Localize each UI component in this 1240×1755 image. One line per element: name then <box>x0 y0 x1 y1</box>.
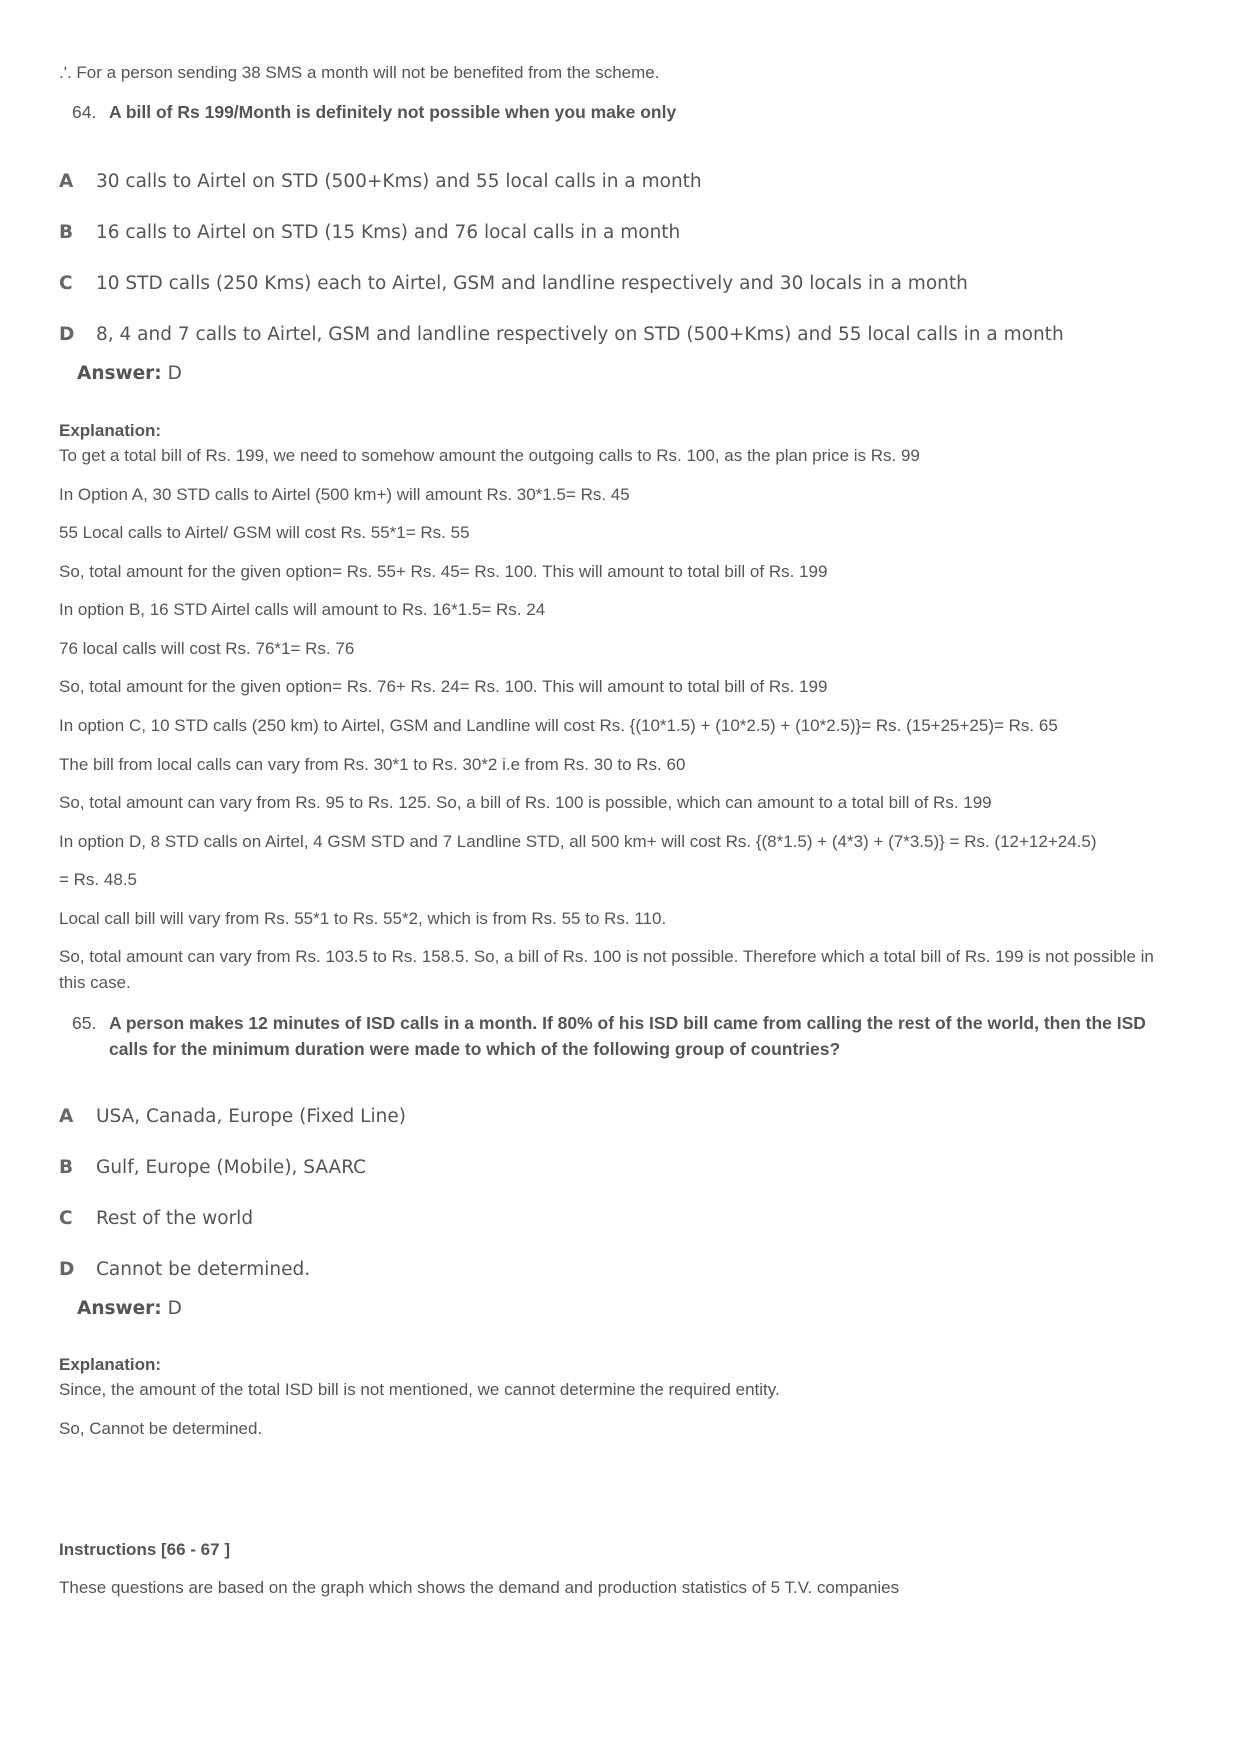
explanation-line: 76 local calls will cost Rs. 76*1= Rs. 76 <box>59 639 355 658</box>
explanation-label: Explanation: <box>59 1355 162 1374</box>
answer-label: Answer: <box>77 1298 162 1319</box>
answer-65 <box>77 1297 182 1321</box>
option-text: Rest of the world <box>96 1208 254 1229</box>
option-letter: D <box>59 324 75 345</box>
question-65 <box>72 1010 1172 1062</box>
option-text: 10 STD calls (250 Kms) each to Airtel, GSM and landline respectively and 30 locals in a month <box>96 273 968 294</box>
question-number: 64. <box>72 102 97 122</box>
answer-label: Answer: <box>77 363 162 384</box>
explanation-line: = Rs. 48.5 <box>59 870 137 889</box>
explanation-line: To get a total bill of Rs. 199, we need to somehow amount the outgoing calls to Rs. 100, as the plan price is Rs. 99 <box>59 446 920 465</box>
option-text: 16 calls to Airtel on STD (15 Kms) and 76 local calls in a month <box>96 222 681 243</box>
intro-text: .'. For a person sending 38 SMS a month will not be benefited from the scheme. <box>59 63 660 82</box>
option-letter: D <box>59 1259 75 1280</box>
explanation-line: The bill from local calls can vary from Rs. 30*1 to Rs. 30*2 i.e from Rs. 30 to Rs. 60 <box>59 755 686 774</box>
option-letter: A <box>59 171 74 192</box>
option-letter: B <box>59 1157 74 1178</box>
explanation-line: So, total amount can vary from Rs. 103.5 to Rs. 158.5. So, a bill of Rs. 100 is not possible. Therefore which a total bill of Rs. 199 is not possible in this case. <box>59 947 1154 992</box>
option-text: Gulf, Europe (Mobile), SAARC <box>96 1157 367 1178</box>
explanation-line: In option C, 10 STD calls (250 km) to Airtel, GSM and Landline will cost Rs. {(10*1.5) + (10*2.5) + (10*2.5)}= Rs. (15+25+25)= Rs. 65 <box>59 716 1058 735</box>
explanation-line: So, Cannot be determined. <box>59 1419 263 1438</box>
option-letter: C <box>59 1208 73 1229</box>
explanation-line: In option B, 16 STD Airtel calls will amount to Rs. 16*1.5= Rs. 24 <box>59 600 546 619</box>
explanation-line: In option D, 8 STD calls on Airtel, 4 GSM STD and 7 Landline STD, all 500 km+ will cost Rs. {(8*1.5) + (4*3) + (7*3.5)} = Rs. (12+12+24.5) <box>59 832 1097 851</box>
explanation-line: So, total amount for the given option= Rs. 76+ Rs. 24= Rs. 100. This will amount to total bill of Rs. 199 <box>59 677 828 696</box>
explanation-line: So, total amount can vary from Rs. 95 to Rs. 125. So, a bill of Rs. 100 is possible, which can amount to a total bill of Rs. 199 <box>59 793 992 812</box>
option-letter: B <box>59 222 74 243</box>
answer-64 <box>77 362 182 386</box>
explanation-line: So, total amount for the given option= Rs. 55+ Rs. 45= Rs. 100. This will amount to total bill of Rs. 199 <box>59 562 828 581</box>
answer-value: D <box>167 363 182 384</box>
explanation-line: 55 Local calls to Airtel/ GSM will cost Rs. 55*1= Rs. 55 <box>59 523 470 542</box>
option-letter: C <box>59 273 73 294</box>
question-text: A person makes 12 minutes of ISD calls in a month. If 80% of his ISD bill came from calling the rest of the world, then the ISD calls for the minimum duration were made to which of the following group of countries? <box>109 1013 1146 1059</box>
instructions-label: Instructions [66 - 67 ] <box>59 1540 230 1559</box>
option-text: USA, Canada, Europe (Fixed Line) <box>96 1106 406 1127</box>
option-letter: A <box>59 1106 74 1127</box>
explanation-line: Local call bill will vary from Rs. 55*1 to Rs. 55*2, which is from Rs. 55 to Rs. 110. <box>59 909 667 928</box>
option-text: 30 calls to Airtel on STD (500+Kms) and 55 local calls in a month <box>96 171 702 192</box>
option-text: 8, 4 and 7 calls to Airtel, GSM and landline respectively on STD (500+Kms) and 55 local calls in a month <box>96 324 1064 345</box>
answer-value: D <box>167 1298 182 1319</box>
explanation-line: Since, the amount of the total ISD bill is not mentioned, we cannot determine the required entity. <box>59 1380 780 1399</box>
question-64 <box>72 99 1222 125</box>
question-number: 65. <box>72 1013 97 1033</box>
instructions-text: These questions are based on the graph which shows the demand and production statistics of 5 T.V. companies <box>59 1578 900 1597</box>
question-text: A bill of Rs 199/Month is definitely not possible when you make only <box>109 102 677 122</box>
explanation-line: In Option A, 30 STD calls to Airtel (500 km+) will amount Rs. 30*1.5= Rs. 45 <box>59 485 630 504</box>
option-text: Cannot be determined. <box>96 1259 311 1280</box>
explanation-label: Explanation: <box>59 421 162 440</box>
